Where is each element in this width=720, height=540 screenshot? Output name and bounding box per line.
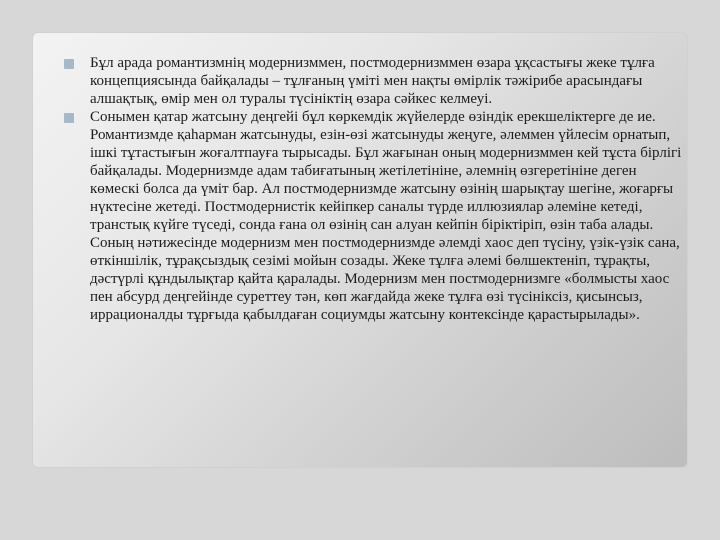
bullet-text: Бұл арада романтизмнің модернизммен, постмодернизммен өзара ұқсастығы жеке тұлға концепциясында байқалады – тұлғаның үмітi мен нақты өмiрлiк тәжiрибе арасындағы алшақтық, өмiр мен ол туралы түсiнiктiң өзара сәйкес келмеуi.: [90, 55, 655, 107]
square-bullet-icon: [64, 113, 74, 123]
bullet-list: [54, 54, 684, 324]
bullet-item-2: [54, 108, 684, 324]
bullet-text: Сонымен қатар жатсыну деңгейі бұл көркемдік жүйелерде өзіндік ерекшеліктерге де ие. Романтизмде қаһарман жатсынуды, езін-өзі жатсынуды жеңуге, әлеммен үйлесім орнатып, ішкі тұтастығын жоғалтпауға тырысады. Бұл жағынан оның модернизммен кей тұста бірлігі байқалады. Модернизмде адам табиғатының жетілетініне, әлемнің өзгеретініне деген көмескі болса да үміт бар. Ал постмодернизмде жатсыну өзінің шарықтау шегіне, жоғарғы нүктесіне жетеді. Постмодернистік кейіпкер саналы түрде иллюзиялар әлеміне кетеді, транстық күйге түседі, сонда ғана ол өзінің сан алуан кейпін біріктіріп, өзін таба алады. Соның нәтижесінде модернизм мен постмодернизмде әлемді хаос деп түсіну, үзік-үзік сана, өткіншілік, тұрақсыздық сезімі мойын созады. Жеке тұлға әлемі бөлшектеніп, тұрақты, дәстүрлі құндылықтар қайта қаралады. Модернизм мен постмодернизмге «болмысты хаос пен абсурд деңгейінде суреттеу тән, көп жағдайда жеке тұлға өзі түсініксіз, қисынсыз, иррационалды тұрғыда қабылдаған социумды жатсыну контексінде қарастырылады».: [90, 109, 682, 323]
square-bullet-icon: [64, 59, 74, 69]
bullet-item-1: [54, 54, 684, 108]
